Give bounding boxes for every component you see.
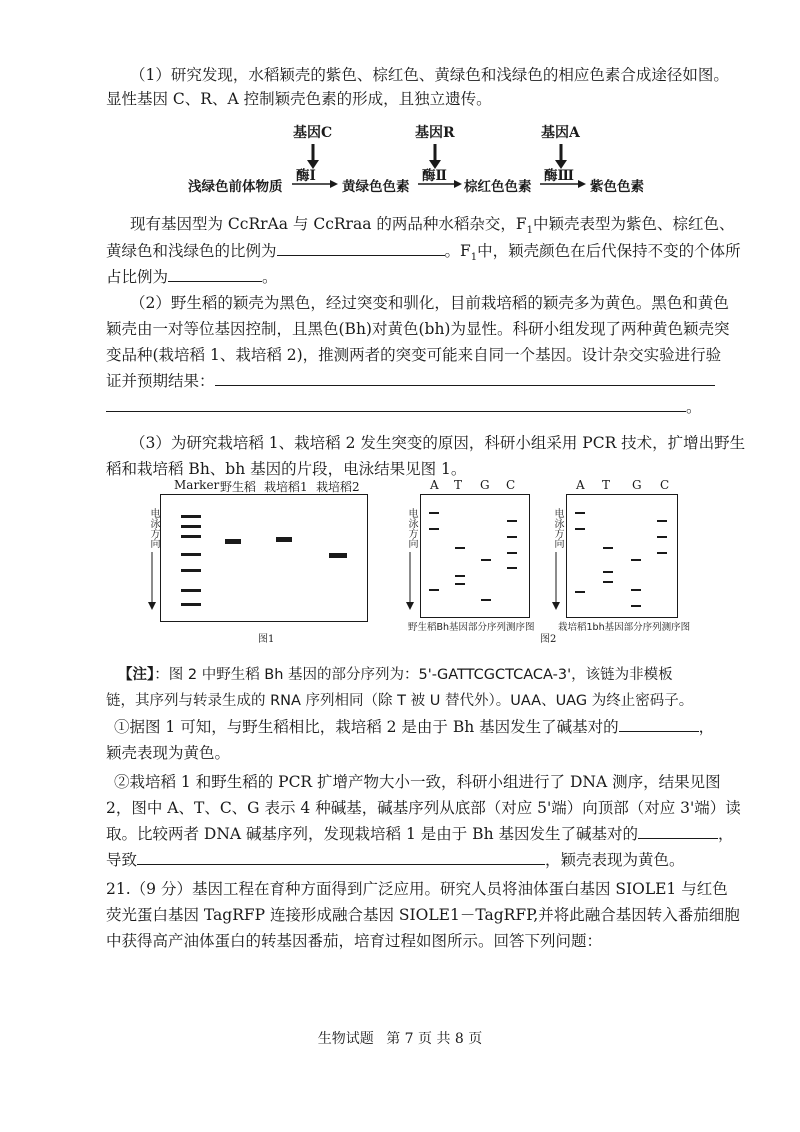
part1-question-line2	[106, 240, 741, 269]
footer-subject: 生物试题	[317, 1031, 374, 1047]
base-label-g: G	[480, 478, 490, 492]
seq-band	[603, 581, 613, 583]
down-arrow-icon	[146, 552, 158, 612]
seq-band	[429, 589, 439, 591]
base-label-c: C	[660, 478, 670, 492]
part2-l5-end: 。	[686, 398, 702, 416]
seq-band	[575, 591, 585, 593]
seq-band	[455, 547, 465, 549]
q1-a: ①据图 1 可知，与野生稻相比，栽培稻 2 是由于 Bh 基因发生了碱基对的	[114, 718, 619, 736]
part1-q-b-end: 中，颖壳颜色在后代保持不变的个体所	[477, 242, 741, 260]
marker-band	[181, 569, 201, 572]
part1-intro-line1	[106, 64, 729, 86]
part2-line4	[106, 370, 726, 392]
answer-blank-proportion[interactable]	[168, 266, 262, 282]
seq-direction-left	[404, 508, 416, 608]
pigment-brown-red: 棕红色色素	[464, 179, 532, 195]
part3-l1: （3）为研究栽培稻 1、栽培稻 2 发生突变的原因，科研小组采用 PCR 技术，扩增出野生	[130, 434, 746, 452]
seq-direction-right	[550, 508, 562, 608]
part1-q-a: 现有基因型为 CcRrAa 与 CcRraa 的两品种水稻杂交，F	[130, 215, 527, 233]
page-footer	[0, 1028, 800, 1048]
cultivar1-band	[276, 537, 292, 542]
q2-b: 2，图中 A、T、C、G 表示 4 种碱基，碱基序列从底部（对应 5'端）向顶部（对应 3'端）读	[106, 799, 741, 817]
seq-band	[603, 571, 613, 573]
part2-line1	[106, 292, 729, 314]
seq-band	[657, 520, 667, 522]
seq-band	[481, 559, 491, 561]
note-line1	[106, 664, 726, 686]
pigment-yellow-green: 黄绿色色素	[342, 179, 410, 195]
q1-b: 颖壳表现为黄色。	[106, 744, 231, 762]
part2-l2: 颖壳由一对等位基因控制，且黑色(Bh)对黄色(bh)为显性。科研小组发现了两种黄色颖壳突	[106, 320, 730, 338]
q21-line1	[106, 878, 726, 900]
note-label: 【注】	[118, 667, 155, 683]
part2-l1: （2）野生稻的颖壳为黑色，经过突变和驯化，目前栽培稻的颖壳多为黄色。黑色和黄色	[130, 294, 729, 312]
down-arrow-icon	[404, 552, 416, 612]
q21-a: 21.（9 分）基因工程在育种方面得到广泛应用。研究人员将油体蛋白基因 SIOLE1 与红色	[106, 880, 728, 898]
figure2-caption: 图2	[540, 634, 557, 645]
reaction2-arrowhead	[454, 180, 462, 188]
lane-label-cultivar2: 栽培稻2	[316, 480, 360, 494]
marker-band	[181, 603, 201, 606]
gel1-frame	[160, 494, 368, 622]
seq-band	[657, 552, 667, 554]
seq-band	[481, 599, 491, 601]
answer-blank-q1[interactable]	[619, 716, 699, 732]
seq-band	[575, 512, 585, 514]
seq-band	[507, 536, 517, 538]
seq-band	[429, 528, 439, 530]
q1-a-end: ，	[698, 718, 715, 736]
seq-band	[507, 567, 517, 569]
marker-band	[181, 535, 201, 538]
part1-q-b-mid: 。F	[444, 242, 471, 260]
note-l2: 链，其序列与转录生成的 RNA 序列相同（除 T 被 U 替代外）。UAA、UAG 为终止密码子。	[106, 693, 694, 709]
reaction3-arrowhead	[578, 180, 586, 188]
q21-b: 荧光蛋白基因 TagRFP 连接形成融合基因 SIOLE1－TagRFP,并将此融合基因转入番茄细胞	[106, 906, 740, 924]
note-line2	[106, 690, 726, 712]
base-label-t: T	[454, 478, 463, 492]
part1-question-line1	[106, 213, 735, 242]
part3-line2	[106, 458, 726, 480]
marker-band	[181, 589, 201, 592]
seq-band	[507, 520, 517, 522]
answer-blank-ratio[interactable]	[277, 240, 445, 256]
q2-line3	[106, 823, 734, 845]
part1-q-b-sub: 1	[470, 252, 478, 264]
part1-intro-line2	[106, 88, 726, 110]
q2-line4	[106, 849, 726, 871]
base-label-a: A	[576, 478, 585, 492]
electrophoresis-direction-text: 电泳方向	[148, 508, 159, 548]
seq-band	[631, 605, 641, 607]
q2-c-end: ，	[717, 825, 734, 843]
q21-line2	[106, 904, 740, 926]
answer-blank-experiment-b[interactable]	[106, 396, 686, 412]
lane-label-marker: Marker	[174, 478, 220, 492]
part1-intro-b: 显性基因 C、R、A 控制颖壳色素的形成，且独立遗传。	[106, 90, 492, 108]
part2-l4: 证并预期结果：	[106, 372, 215, 390]
part2-line5	[106, 396, 726, 418]
seq-band	[507, 552, 517, 554]
seq-band	[631, 559, 641, 561]
q2-a: ②栽培稻 1 和野生稻的 PCR 扩增产物大小一致，科研小组进行了 DNA 测序，结果见图	[114, 773, 721, 791]
precursor-label: 浅绿色前体物质	[188, 179, 283, 195]
answer-blank-q2-change[interactable]	[638, 823, 718, 839]
marker-band	[181, 515, 201, 518]
seq-band	[429, 512, 439, 514]
figure1-gel	[140, 478, 380, 648]
seq-gel-left	[420, 494, 530, 618]
part3-l2: 稻和栽培稻 Bh、bh 基因的片段，电泳结果见图 1。	[106, 460, 467, 478]
q2-d: 导致	[106, 851, 138, 869]
q2-line2	[106, 797, 741, 819]
seq-band	[603, 547, 613, 549]
pigment-purple: 紫色色素	[590, 179, 644, 195]
down-arrow-icon	[550, 552, 562, 612]
figure2-sequencing	[396, 478, 706, 648]
seq-band	[575, 528, 585, 530]
lane-label-wild: 野生稻	[220, 480, 257, 494]
base-label-t: T	[602, 478, 611, 492]
marker-band	[181, 553, 201, 556]
wild-band	[225, 539, 241, 544]
figure1-caption: 图1	[258, 634, 275, 645]
electrophoresis-direction	[146, 508, 158, 608]
enzyme3-label: 酶Ⅲ	[544, 168, 574, 184]
gene-r-label: 基因R	[415, 125, 455, 141]
enzyme1-label: 酶Ⅰ	[296, 168, 316, 184]
lane-label-cultivar1: 栽培稻1	[264, 480, 308, 494]
seq-direction-right-text: 电泳方向	[552, 508, 563, 548]
q1-line2	[106, 742, 726, 764]
gene-c-label: 基因C	[293, 125, 333, 141]
answer-blank-experiment-a[interactable]	[215, 370, 715, 386]
part1-q-a-sub: 1	[526, 225, 533, 237]
footer-page-info: 第 7 页 共 8 页	[386, 1031, 483, 1047]
base-label-c: C	[506, 478, 516, 492]
q2-line1	[106, 771, 726, 793]
answer-blank-q2-result[interactable]	[137, 849, 545, 865]
part1-intro-a: （1）研究发现，水稻颖壳的紫色、棕红色、黄绿色和浅绿色的相应色素合成途径如图。	[130, 66, 729, 84]
seq-band	[455, 583, 465, 585]
part2-l3: 变品种(栽培稻 1、栽培稻 2)，推测两者的突变可能来自同一个基因。设计杂交实验进行验	[106, 346, 722, 364]
part2-line2	[106, 318, 730, 340]
reaction1-arrowhead	[330, 180, 338, 188]
seq-direction-left-text: 电泳方向	[406, 508, 417, 548]
seq-band	[657, 536, 667, 538]
gene-a-label: 基因A	[541, 125, 580, 141]
q21-c: 中获得高产油体蛋白的转基因番茄，培育过程如图所示。回答下列问题：	[106, 932, 603, 950]
part1-q-c: 占比例为	[106, 268, 169, 286]
part2-line3	[106, 344, 726, 366]
q2-c: 取。比较两者 DNA 碱基序列，发现栽培稻 1 是由于 Bh 基因发生了碱基对的	[106, 825, 638, 843]
q21-line3	[106, 930, 726, 952]
part1-q-a-end: 中颖壳表型为紫色、棕红色、	[533, 215, 735, 233]
part1-q-b: 黄绿色和浅绿色的比例为	[106, 242, 277, 260]
part1-question-line3	[106, 266, 726, 288]
note-l1: ：图 2 中野生稻 Bh 基因的部分序列为：5'-GATTCGCTCACA-3'，该链为非模板	[154, 667, 673, 683]
part3-line1	[106, 432, 746, 454]
enzyme2-label: 酶Ⅱ	[422, 168, 447, 184]
base-label-g: G	[632, 478, 642, 492]
seq-band	[455, 575, 465, 577]
q1-line1	[106, 716, 726, 738]
seq-left-caption: 野生稻Bh基因部分序列测序图	[408, 622, 535, 633]
cultivar2-band	[329, 553, 347, 558]
pathway-diagram	[180, 122, 660, 202]
seq-right-caption: 栽培稻1bh基因部分序列测序图	[558, 622, 691, 633]
seq-band	[631, 589, 641, 591]
marker-band	[181, 525, 201, 528]
q2-d-end: ，颖壳表现为黄色。	[545, 851, 685, 869]
base-label-a: A	[430, 478, 439, 492]
seq-gel-right	[566, 494, 678, 618]
part1-q-c-end: 。	[262, 268, 278, 286]
